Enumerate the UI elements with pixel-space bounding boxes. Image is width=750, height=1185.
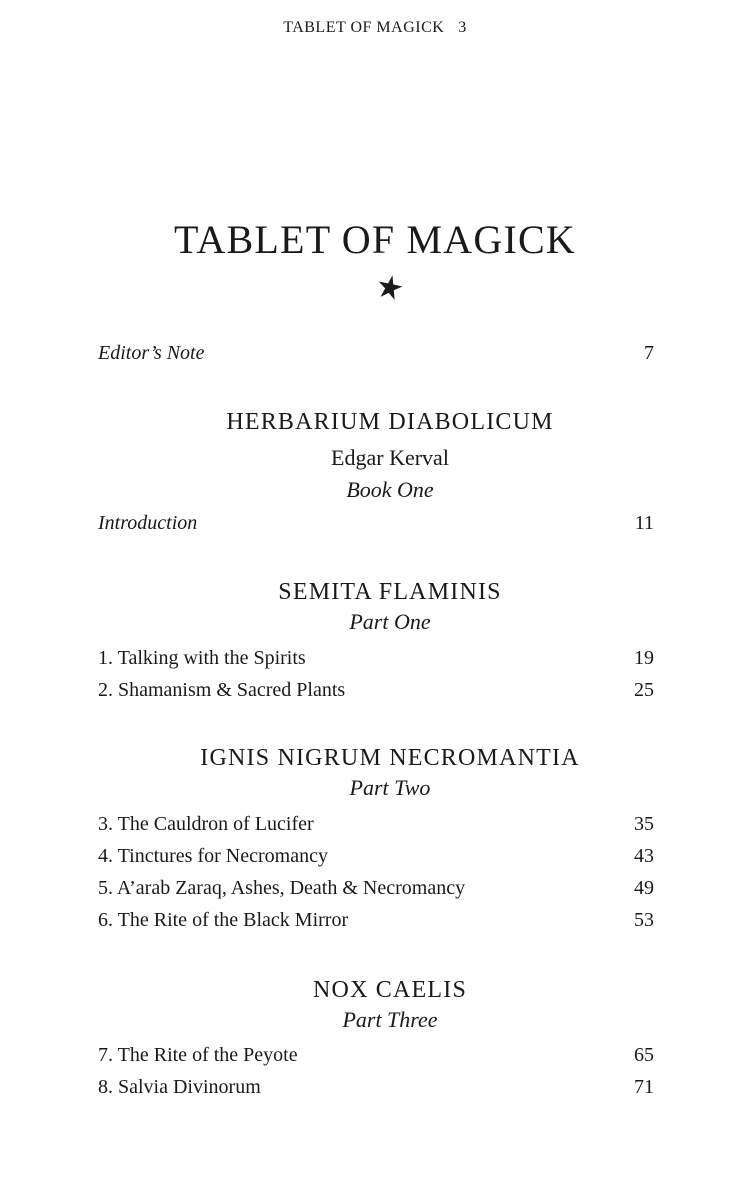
toc-entry[interactable] xyxy=(98,845,654,868)
toc-entry-page: 71 xyxy=(634,1076,654,1098)
section-part-label: Part Two xyxy=(349,775,431,800)
toc-entry[interactable] xyxy=(98,813,654,836)
toc-entry-title: Editor’s Note xyxy=(98,342,205,364)
star-icon xyxy=(377,274,403,300)
toc-entry-title: 8. Salvia Divinorum xyxy=(98,1076,261,1098)
section-part-label: Part One xyxy=(349,609,431,634)
toc-entry-page: 65 xyxy=(634,1044,654,1066)
toc-entry-title: Introduction xyxy=(98,512,198,534)
section-heading-herbarium: HERBARIUM DIABOLICUM xyxy=(226,409,554,435)
page-title: TABLET OF MAGICK xyxy=(174,217,576,262)
toc-entry-page: 7 xyxy=(644,342,654,364)
section-book-label: Book One xyxy=(346,477,434,502)
toc-entry-title: 4. Tinctures for Necromancy xyxy=(98,845,328,867)
toc-entry[interactable] xyxy=(98,679,654,702)
running-head-page-number: 3 xyxy=(458,19,467,36)
toc-entry[interactable] xyxy=(98,909,654,932)
toc-entry-editors-note[interactable] xyxy=(98,342,654,365)
running-head xyxy=(0,19,750,37)
toc-entry-page: 43 xyxy=(634,845,654,867)
toc-entry-page: 53 xyxy=(634,909,654,931)
section-heading-part-one: SEMITA FLAMINIS xyxy=(278,579,502,605)
toc-entry-page: 49 xyxy=(634,877,654,899)
running-head-title: TABLET OF MAGICK xyxy=(283,19,445,36)
toc-entry-title: 2. Shamanism & Sacred Plants xyxy=(98,679,346,701)
toc-entry-title: 5. A’arab Zaraq, Ashes, Death & Necromancy xyxy=(98,877,466,899)
toc-entry-title: 7. The Rite of the Peyote xyxy=(98,1044,298,1066)
section-part-label: Part Three xyxy=(342,1007,438,1032)
toc-entry-title: 3. The Cauldron of Lucifer xyxy=(98,813,314,835)
section-author: Edgar Kerval xyxy=(331,445,449,470)
toc-entry-introduction[interactable] xyxy=(98,512,654,535)
toc-entry-page: 19 xyxy=(634,647,654,669)
toc-entry-title: 1. Talking with the Spirits xyxy=(98,647,306,669)
toc-entry[interactable] xyxy=(98,877,654,900)
toc-entry-page: 11 xyxy=(634,512,654,534)
toc-entry-title: 6. The Rite of the Black Mirror xyxy=(98,909,349,931)
toc-entry-page: 35 xyxy=(634,813,654,835)
section-heading-part-two: IGNIS NIGRUM NECROMANTIA xyxy=(200,745,580,771)
toc-entry[interactable] xyxy=(98,647,654,670)
section-heading-part-three: NOX CAELIS xyxy=(313,977,467,1003)
toc-entry[interactable] xyxy=(98,1044,654,1067)
toc-entry[interactable] xyxy=(98,1076,654,1099)
toc-entry-page: 25 xyxy=(634,679,654,701)
